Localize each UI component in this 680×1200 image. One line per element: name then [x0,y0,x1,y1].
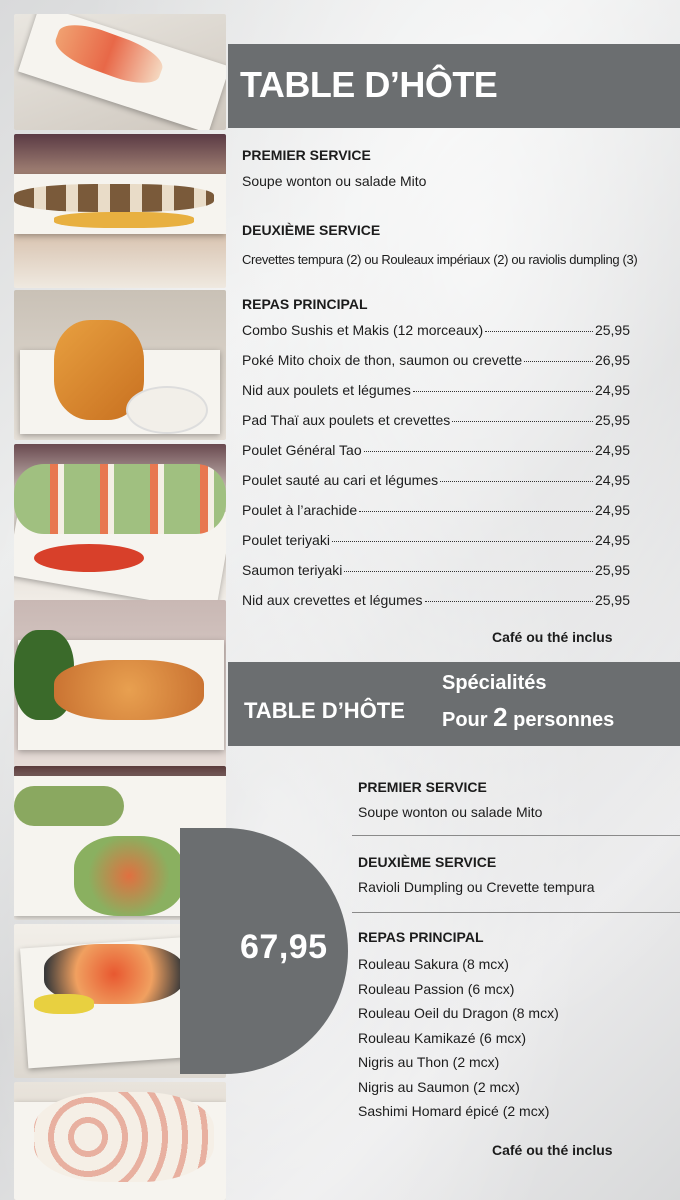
menu-item-price: 25,95 [594,562,630,578]
menu-item-price: 25,95 [594,322,630,338]
dot-leader [452,421,593,422]
premier-service-label-2: PREMIER SERVICE [358,779,487,795]
dot-leader [332,541,593,542]
repas-principal-label: REPAS PRINCIPAL [242,296,368,312]
menu-item [242,502,630,532]
maki-photo [14,134,226,288]
dot-leader [485,331,593,332]
menu-item-name: Poulet Général Tao [242,442,362,458]
deuxieme-service-label-2: DEUXIÈME SERVICE [358,854,497,870]
pour-text: Pour [442,709,488,731]
menu-item-name: Saumon teriyaki [242,562,343,578]
menu-item [242,322,630,352]
menu-item-name: Nid aux crevettes et légumes [242,592,423,608]
menu-item-price: 24,95 [594,382,630,398]
divider [352,835,680,836]
list-item: Rouleau Passion (6 mcx) [358,980,515,997]
menu-item-price: 25,95 [594,412,630,428]
dot-leader [440,481,593,482]
personnes-text: personnes [513,709,615,731]
menu-item-price: 25,95 [594,592,630,608]
premier-service-label: PREMIER SERVICE [242,147,371,163]
repas-principal-label-2: REPAS PRINCIPAL [358,929,484,945]
header-banner [228,44,680,128]
list-item: Rouleau Kamikazé (6 mcx) [358,1029,527,1046]
dot-leader [344,571,593,572]
page-title: TABLE D’HÔTE [240,64,498,105]
dot-leader [413,391,593,392]
menu-item [242,412,630,442]
pour-personnes-label [442,702,614,733]
deuxieme-service-text-2: Ravioli Dumpling ou Crevette tempura [358,879,595,895]
premier-service-text-2: Soupe wonton ou salade Mito [358,804,543,820]
menu-item [242,562,630,592]
menu-item-name: Poulet à l’arachide [242,502,358,518]
premier-service-text: Soupe wonton ou salade Mito [242,173,427,189]
list-item: Nigris au Thon (2 mcx) [358,1054,500,1070]
menu-item-name: Poké Mito choix de thon, saumon ou crevette [242,352,523,368]
dot-leader [524,361,593,362]
menu-item-price: 24,95 [594,442,630,458]
menu-item-name: Nid aux poulets et légumes [242,382,411,398]
list-item: Rouleau Oeil du Dragon (8 mcx) [358,1005,559,1021]
menu-item-price: 24,95 [594,502,630,518]
dot-leader [359,511,593,512]
menu-item-price: 26,95 [594,352,630,368]
deuxieme-service-text: Crevettes tempura (2) ou Rouleaux impériaux (2) ou raviolis dumpling (3) [242,252,638,267]
sashimi-photo [14,1082,226,1200]
included-note-2: Café ou thé inclus [492,1142,613,1158]
menu-item-price: 24,95 [594,472,630,488]
menu-item-name: Poulet teriyaki [242,532,330,548]
menu-item-name: Combo Sushis et Makis (12 morceaux) [242,322,484,338]
person-count: 2 [493,702,508,732]
dot-leader [364,451,593,452]
menu-item [242,382,630,412]
list-item: Rouleau Sakura (8 mcx) [358,956,509,972]
list-item: Sashimi Homard épicé (2 mcx) [358,1103,550,1119]
menu-item-name: Pad Thaï aux poulets et crevettes [242,412,451,428]
specialites-banner [228,662,680,746]
included-note: Café ou thé inclus [492,629,613,645]
menu-item-price: 24,95 [594,532,630,548]
menu-item-name: Poulet sauté au cari et légumes [242,472,439,488]
sushi-photo [14,14,226,130]
menu-item [242,472,630,502]
chicken-photo [14,600,226,766]
divider [352,912,680,913]
deuxieme-service-label: DEUXIÈME SERVICE [242,222,381,238]
menu-list [242,322,630,622]
menu-item [242,592,630,622]
tempura-photo [14,290,226,440]
dot-leader [425,601,593,602]
list-item: Nigris au Saumon (2 mcx) [358,1078,520,1095]
combo-price: 67,95 [240,928,328,966]
roll-photo [14,444,226,600]
menu-item [242,532,630,562]
menu-item [242,352,630,382]
specialites-list [358,956,559,1128]
menu-item [242,442,630,472]
banner-title: TABLE D’HÔTE [244,698,405,723]
specialites-label: Spécialités [442,672,547,694]
